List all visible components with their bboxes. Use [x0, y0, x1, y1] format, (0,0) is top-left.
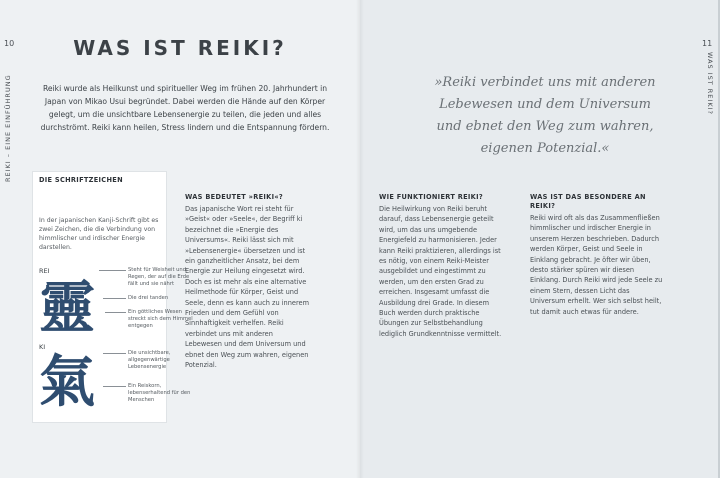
- page-number-right: 11: [702, 39, 713, 48]
- column-heading: WAS BEDEUTET »REIKI«?: [185, 193, 284, 201]
- annotation-line: [103, 386, 126, 387]
- ki-label: KI: [39, 343, 46, 351]
- column-text: Das japanische Wort rei steht für »Geist« oder »Seele«, der Begriff ki bezeichnet die »Energie des Universums«. Reiki lässt sich mit »Lebensenergie« übersetzen und ist ein ganzheitlicher Ansatz, bei dem Energie zur Heilung eingesetzt wird. Doch es ist mehr als eine alternative Heilmethode für Körper, Geist und Seele, denn es kann auch zu innerem Frieden und dem Gefühl von Sinnhaftigkeit verhelfen. Reiki verbindet uns mit anderen Lebewesen und dem Universum und ebnet den Weg zum wahren, eigenen Potenzial.: [185, 205, 310, 370]
- column-text: Die Heilwirkung von Reiki beruht darauf, dass Lebensenergie geteilt wird, um das uns umgebende Energiefeld zu harmonisieren. Jeder kann Reiki praktizieren, allerdings ist es nötig, von einem Reiki-Meister ausgebildet und eingestimmt zu werden, um den ersten Grad zu erreichen. Insgesamt umfasst die Ausbildung drei Grade. In diesem Buch werden durch praktische Übungen zur Selbstbehandlung lediglich Grundkenntnisse vermittelt.: [379, 205, 502, 338]
- book-gutter: [356, 0, 364, 478]
- column-heading: WIE FUNKTIONIERT REIKI?: [379, 193, 483, 201]
- ki-kanji: 氣: [39, 349, 95, 415]
- intro-paragraph: Reiki wurde als Heilkunst und spiritueller Weg im frühen 20. Jahrhundert in Japan von Mikao Usui begründet. Dabei werden die Hände auf den Körper gelegt, um die unsichtbare Lebensenergie zu teilen, die jeden und alles durchströmt. Reiki kann heilen, Stress lindern und die Entspannung fördern.: [40, 84, 330, 132]
- pull-quote: »Reiki verbindet uns mit anderen Lebewesen und dem Universum und ebnet den Weg zum wahren, eigenen Potenzial.«: [434, 75, 656, 156]
- annotation-line: [105, 312, 126, 313]
- column-3: [530, 193, 665, 317]
- kanji-box: [33, 172, 193, 422]
- annotation-line: [103, 353, 126, 354]
- kanji-note: Steht für Weisheit und Regen, der auf die Erde fällt und sie nährt: [128, 267, 190, 287]
- kanji-note: Die drei tanden: [128, 295, 169, 301]
- rei-label: REI: [39, 267, 50, 275]
- column-1: [185, 193, 310, 371]
- kanji-note: Ein göttliches Wesen streckt sich dem Himmel entgegen: [128, 309, 193, 329]
- kanji-box-text: In der japanischen Kanji-Schrift gibt es zwei Zeichen, die die Verbindung von himmlischer und irdischer Energie darstellen.: [39, 217, 159, 251]
- column-2: [379, 193, 506, 339]
- kanji-note: Ein Reiskorn, lebenserhaltend für den Menschen: [128, 383, 191, 403]
- kanji-box-heading: DIE SCHRIFTZEICHEN: [39, 176, 123, 184]
- page-title: WAS IST REIKI?: [73, 36, 287, 60]
- annotation-line: [103, 298, 126, 299]
- column-heading: WAS IST DAS BESONDERE AN REIKI?: [530, 193, 646, 210]
- rei-kanji: 靈: [39, 275, 95, 341]
- page-number-left: 10: [4, 39, 15, 48]
- kanji-note: Die unsichtbare, allgegenwärtige Lebensenergie: [128, 350, 171, 370]
- column-text: Reiki wird oft als das Zusammenfließen himmlischer und irdischer Energie in unserem Herzen beschrieben. Dadurch werden Körper, Geist und Seele in Einklang gebracht. Je öfter wir üben, desto stärker spüren wir diesen Einklang. Durch Reiki wird jede Seele zu einem Stern, dessen Licht das Universum erhellt. Wer sich selbst heilt, tut damit auch etwas für andere.: [530, 214, 663, 316]
- running-head-right: WAS IST REIKI?: [706, 52, 714, 115]
- annotation-line: [99, 270, 126, 271]
- running-head-left: REIKI – EINE EINFÜHRUNG: [4, 74, 12, 182]
